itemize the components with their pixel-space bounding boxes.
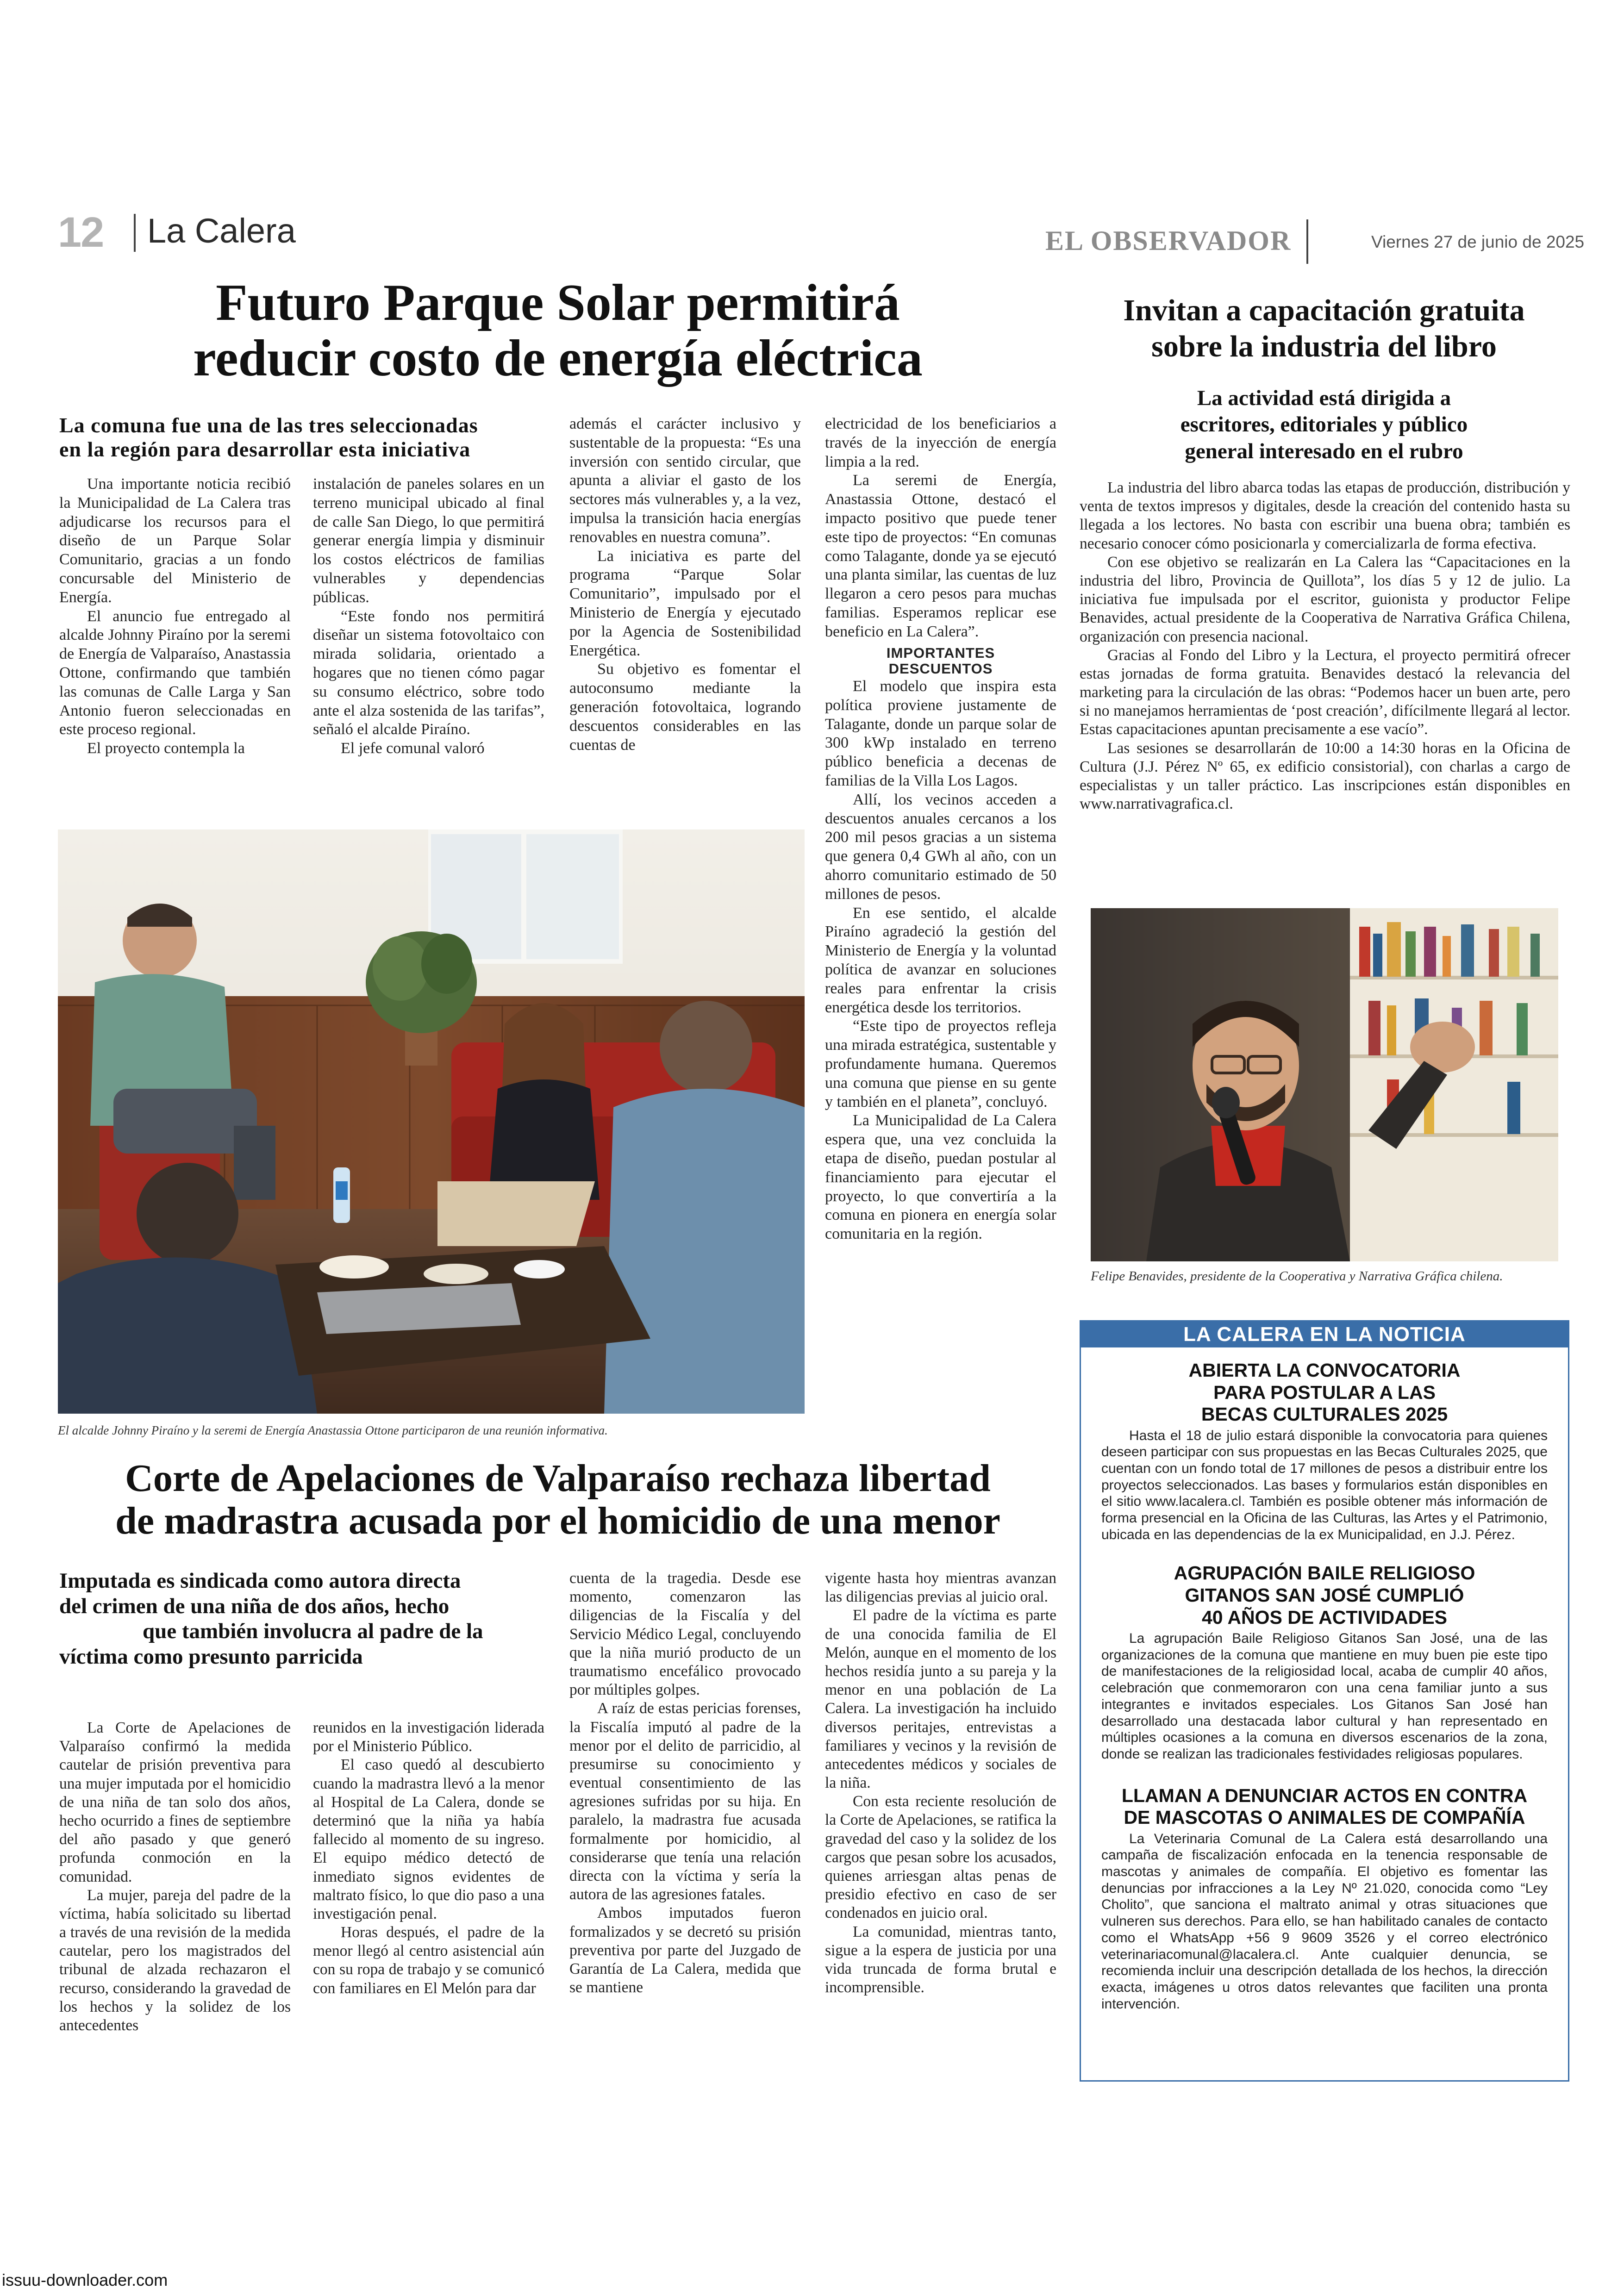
paragraph: La comunidad, mientras tanto, sigue a la espera de justicia por una vida truncada de forma brutal e incomprensible.: [825, 1923, 1056, 1996]
article2-title-line1: Corte de Apelaciones de Valparaíso rechaza libertad: [125, 1457, 991, 1500]
article2-deck: [59, 1568, 550, 1669]
title-line: LLAMAN A DENUNCIAR ACTOS EN CONTRA: [1121, 1784, 1528, 1806]
title-line: ABIERTA LA CONVOCATORIA: [1188, 1360, 1461, 1381]
article1-headline: [65, 275, 1051, 387]
title-line: AGRUPACIÓN BAILE RELIGIOSO: [1174, 1562, 1475, 1584]
article1-subhead: [825, 645, 1056, 677]
paragraph: Allí, los vecinos acceden a descuentos anuales cercanos a los 200 mil pesos gracias a un sistema que genera 0,4 GWh al año, con un ahorro comunitario estimado de 50 millones de pesos.: [825, 791, 1056, 903]
paragraph: Su objetivo es fomentar el autoconsumo mediante la generación fotovoltaica, logrando descuentos considerables en las cuentas de: [569, 661, 801, 754]
article2-deck-line: Imputada es sindicada como autora directa: [59, 1569, 461, 1593]
paragraph: Ambos imputados fueron formalizados y se decretó su prisión preventiva por parte del Juzgado de Garantía de La Calera, medida que se mantiene: [569, 1904, 801, 1996]
speaker-photo: [1091, 908, 1558, 1261]
paragraph: La iniciativa es parte del programa “Parque Solar Comunitario”, impulsado por el Ministerio de Energía y ejecutado por la Agencia de Sostenibilidad Energética.: [569, 547, 801, 659]
meeting-photo-image: [58, 829, 805, 1414]
paragraph: instalación de paneles solares en un terreno municipal ubicado al final de calle San Diego, lo que permitirá generar energía limpia y disminuir los costos eléctricos de familias vulnerables y dependencias públicas.: [313, 475, 544, 606]
article1-title-line2: reducir costo de energía eléctrica: [193, 329, 923, 387]
subhead-line: DESCUENTOS: [888, 661, 993, 677]
paragraph: Las sesiones se desarrollarán de 10:00 a 14:30 horas en la Oficina de Cultura (J.J. Pérez Nº 65, ex edificio consistorial), con charlas a cargo de especialistas y un taller práctico. Las inscripciones están disponibles en www.narrativagrafica.cl.: [1080, 739, 1570, 813]
sidebar-deck-line: La actividad está dirigida a: [1197, 386, 1451, 410]
paragraph: El caso quedó al descubierto cuando la madrastra llevó a la menor al Hospital de La Calera, donde se determinó que la niña ya había fallecido al momento de su ingreso. El equipo médico detectó de inmediato signos evidentes de maltrato físico, lo que dio paso a una investigación penal.: [313, 1756, 544, 1922]
noticia-item1-title: [1081, 1360, 1568, 1426]
noticia-item2-title: [1081, 1562, 1568, 1628]
paragraph: cuenta de la tragedia. Desde ese momento, comenzaron las diligencias de la Fiscalía y del Servicio Médico Legal, concluyendo que la niña murió producto de un traumatismo encefálico provocado por múltiples golpes.: [569, 1570, 801, 1699]
paragraph: además el carácter inclusivo y sustentable de la propuesta: “Es una inversión con sentido circular, que apunta a aliviar el gasto de los sectores más vulnerables y, a la vez, impulsa la transición hacia energías renovables en nuestra comuna”.: [569, 415, 801, 546]
page-number: 12: [58, 209, 104, 256]
paragraph: reunidos en la investigación liderada por el Ministerio Público.: [313, 1719, 544, 1755]
meeting-photo: [58, 829, 805, 1414]
paragraph: vigente hasta hoy mientras avanzan las diligencias previas al juicio oral.: [825, 1570, 1056, 1606]
paragraph: El modelo que inspira esta política proviene justamente de Talagante, donde un parque solar de 300 kWp instalado en terreno público beneficia a decenas de familias de la Villa Los Lagos.: [825, 678, 1056, 789]
paragraph: Gracias al Fondo del Libro y la Lectura, el proyecto permitirá ofrecer estas jornadas de forma gratuita. Benavides destacó la relevancia del marketing para la circulación de las obras: “Podemos hacer un buen arte, pero si no manejamos herramientas de ‘post creación’, difícilmente llegará al lector. Estas capacitaciones apuntan precisamente a ese vacío”.: [1080, 646, 1570, 738]
title-line: BECAS CULTURALES 2025: [1201, 1403, 1448, 1425]
article2-title-line2: de madrastra acusada por el homicidio de una menor: [115, 1499, 1000, 1543]
noticia-item3-title: [1081, 1785, 1568, 1829]
paragraph: La mujer, pareja del padre de la víctima, había solicitado su libertad a través de una revisión de la medida cautelar, pero los magistrados del tribunal de alzada rechazaron el recurso, considerando la gravedad de los hechos y la solidez de los antecedentes: [59, 1886, 291, 2034]
sidebar-body: [1080, 479, 1570, 813]
paragraph: Hasta el 18 de julio estará disponible la convocatoria para quienes deseen participar con sus propuestas en las Becas Culturales 2025, que cuentan con un fondo total de 17 millones de pesos a distribuir entre los proyectos seleccionados. Las bases y formularios están disponibles en el sitio www.lacalera.cl. También es posible obtener más información de forma presencial en la Oficina de las Culturas, las Artes y el Patrimonio, ubicada en las dependencias de la ex Municipalidad, en J.J. Pérez.: [1101, 1428, 1548, 1542]
article2-deck-line: del crimen de una niña de dos años, hecho: [59, 1594, 450, 1618]
article2-deck-line: que también involucra al padre de la: [143, 1619, 483, 1644]
paragraph: Con esta reciente resolución de la Corte de Apelaciones, se ratifica la gravedad del caso y la solidez de los cargos que pesan sobre los acusados, quienes arriesgan altas penas de presidio efectivo en caso de ser condenados en juicio oral.: [825, 1793, 1056, 1922]
paragraph: El anuncio fue entregado al alcalde Johnny Piraíno por la seremi de Energía de Valparaíso, Anastassia Ottone, confirmando que también las comunas de Calle Larga y San Antonio fueron seleccionadas en este proceso regional.: [59, 607, 291, 738]
paragraph: La Veterinaria Comunal de La Calera está desarrollando una campaña de fiscalización enfocada en la tenencia responsable de mascotas y animales de compañía. El objetivo es fomentar las denuncias por infracciones a la Ley Nº 21.020, conocida como “Ley Cholito”, que sanciona el maltrato animal y otras situaciones que vulneren sus derechos. Para ello, se han habilitado canales de contacto como el WhatsApp +56 9 9609 3526 y el correo electrónico veterinariacomunal@lacalera.cl. Ante cualquier denuncia, se recomienda incluir una descripción detallada de los hechos, la dirección exacta, imágenes u otros datos relevantes que faciliten una pronta intervención.: [1101, 1831, 1548, 2012]
paragraph: El jefe comunal valoró: [341, 740, 485, 757]
article2-col3: [569, 1569, 801, 1997]
article2-deck-line: víctima como presunto parricida: [59, 1644, 363, 1669]
article2-col1: [59, 1719, 291, 2035]
title-line: GITANOS SAN JOSÉ CUMPLIÓ: [1185, 1584, 1464, 1606]
title-line: DE MASCOTAS O ANIMALES DE COMPAÑÍA: [1124, 1807, 1525, 1828]
paragraph: “Este fondo nos permitirá diseñar un sistema fotovoltaico con mirada solidaria, orientado a hogares que no tienen cómo pagar su consumo eléctrico, sobre todo ante el alza sostenida de las tarifas”, señaló el alcalde Piraíno.: [313, 607, 544, 738]
article1-col1: [59, 475, 291, 758]
paragraph: El proyecto contempla la: [87, 740, 245, 757]
paragraph: El padre de la víctima es parte de una conocida familia de El Melón, aunque en el momento de los hechos residía junto a su pareja y la menor en una población de La Calera. La investigación ha incluido diversos peritajes, entrevistas a familiares y vecinos y la revisión de antecedentes médicos y sociales de la niña.: [825, 1607, 1056, 1792]
noticia-item2-body: [1101, 1630, 1548, 1763]
header-divider: [134, 214, 136, 252]
article1-col4: [825, 415, 1056, 1244]
noticia-box: [1080, 1320, 1569, 2082]
speaker-photo-image: [1091, 908, 1558, 1261]
sidebar-title-line1: Invitan a capacitación gratuita: [1123, 293, 1525, 327]
sidebar-headline: [1079, 293, 1569, 365]
article1-deck: [59, 413, 555, 462]
title-line: PARA POSTULAR A LAS: [1213, 1381, 1436, 1403]
sidebar-deck: [1079, 385, 1569, 465]
noticia-band: LA CALERA EN LA NOTICIA: [1081, 1322, 1568, 1347]
paragraph: A raíz de estas pericias forenses, la Fiscalía imputó al padre de la menor por el delito de parricidio, al presumirse su conocimiento y eventual consentimiento de las agresiones sufridas por su hija. En paralelo, la madrastra fue acusada formalmente por homicidio, al considerarse que tenía una relación directa con la víctima y sería la autora de las agresiones fatales.: [569, 1700, 801, 1903]
article1-deck-line2: en la región para desarrollar esta iniciativa: [59, 437, 471, 461]
sidebar-title-line2: sobre la industria del libro: [1151, 329, 1497, 363]
paragraph: Horas después, el padre de la menor llegó al centro asistencial aún con su ropa de trabajo y se comunicó con familiares en El Melón para dar: [313, 1924, 544, 1997]
newspaper-name: EL OBSERVADOR: [1045, 225, 1292, 256]
meeting-photo-caption: El alcalde Johnny Piraíno y la seremi de Energía Anastassia Ottone participaron de una reunión informativa.: [58, 1423, 608, 1437]
article1-col3: [569, 415, 801, 755]
article1-title-line1: Futuro Parque Solar permitirá: [216, 274, 900, 331]
noticia-item3-body: [1101, 1831, 1548, 2013]
article2-headline: [56, 1457, 1060, 1543]
noticia-item1-body: [1101, 1428, 1548, 1543]
paragraph: La Corte de Apelaciones de Valparaíso confirmó la medida cautelar de prisión preventiva para una mujer imputada por el homicidio de una niña de tan solo dos años, hecho ocurrido a fines de septiembre del año pasado y que generó profunda conmoción en la comunidad.: [59, 1719, 291, 1885]
paragraph: En ese sentido, el alcalde Piraíno agradeció la gestión del Ministerio de Energía y la voluntad política de avanzar en soluciones reales para enfrentar la crisis energética desde los territorios.: [825, 904, 1056, 1016]
paragraph: La industria del libro abarca todas las etapas de producción, distribución y venta de textos impresos y digitales, desde la creación del contenido hasta su llegada a los lectores. No basta con escribir una buena obra; también es necesario conocer cómo posicionarla y comercializarla de forma efectiva.: [1080, 479, 1570, 552]
section-name: La Calera: [147, 212, 296, 250]
header-divider-2: [1306, 219, 1308, 264]
watermark-text: issuu-downloader.com: [2, 2270, 168, 2289]
paragraph: electricidad de los beneficiarios a través de la inyección de energía limpia a la red.: [825, 415, 1056, 470]
paragraph: Una importante noticia recibió la Municipalidad de La Calera tras adjudicarse los recursos para el diseño de un Parque Solar Comunitario, gracias a un fondo concursable del Ministerio de Energía.: [59, 475, 291, 606]
paragraph: La agrupación Baile Religioso Gitanos San José, una de las organizaciones de la comuna que mantiene en muy buen pie este tipo de manifestaciones de la religiosidad local, acaba de cumplir 40 años, celebración que conmemoraron con una cena familiar junto a sus integrantes e invitados especiales. Los Gitanos San José han desarrollado una destacada labor cultural y han representado en múltiples ocasiones a la comuna en diversos escenarios de la zona, donde se realizan las tradicionales festividades religiosas populares.: [1101, 1631, 1548, 1762]
sidebar-deck-line: general interesado en el rubro: [1185, 439, 1463, 463]
issue-date: Viernes 27 de junio de 2025: [1371, 232, 1585, 251]
article2-col2: [313, 1719, 544, 1998]
paragraph: Con ese objetivo se realizarán en La Calera las “Capacitaciones en la industria del libro, Provincia de Quillota”, los días 5 y 12 de julio. La iniciativa fue impulsada por el escritor, guionista y productor Felipe Benavides, actual presidente de la Cooperativa de Narrativa Gráfica Chilena, organización con presencia nacional.: [1080, 553, 1570, 645]
article1-col2: [313, 475, 544, 758]
subhead-line: IMPORTANTES: [886, 644, 995, 661]
paragraph: “Este tipo de proyectos refleja una mirada estratégica, sustentable y profundamente humana. Queremos una comuna que piense en su gente y también en el planeta”, concluyó.: [825, 1017, 1056, 1110]
article1-deck-line1: La comuna fue una de las tres seleccionadas: [59, 413, 478, 437]
speaker-photo-caption: Felipe Benavides, presidente de la Cooperativa y Narrativa Gráfica chilena.: [1091, 1269, 1503, 1284]
sidebar-deck-line: escritores, editoriales y público: [1180, 412, 1468, 437]
article2-col4: [825, 1569, 1056, 1997]
title-line: 40 AÑOS DE ACTIVIDADES: [1201, 1606, 1448, 1628]
paragraph: La Municipalidad de La Calera espera que, una vez concluida la etapa de diseño, puedan postular al financiamiento para ejecutar el proyecto, lo que convertiría a la comuna en pionera en energía solar comunitaria en la región.: [825, 1112, 1056, 1243]
paragraph: La seremi de Energía, Anastassia Ottone, destacó el impacto positivo que puede tener este tipo de proyectos: “En comunas como Talagante, donde ya se ejecutó una planta similar, las cuentas de luz llegaron a cero pesos para muchas familias. Esperamos replicar ese beneficio en La Calera”.: [825, 472, 1056, 640]
